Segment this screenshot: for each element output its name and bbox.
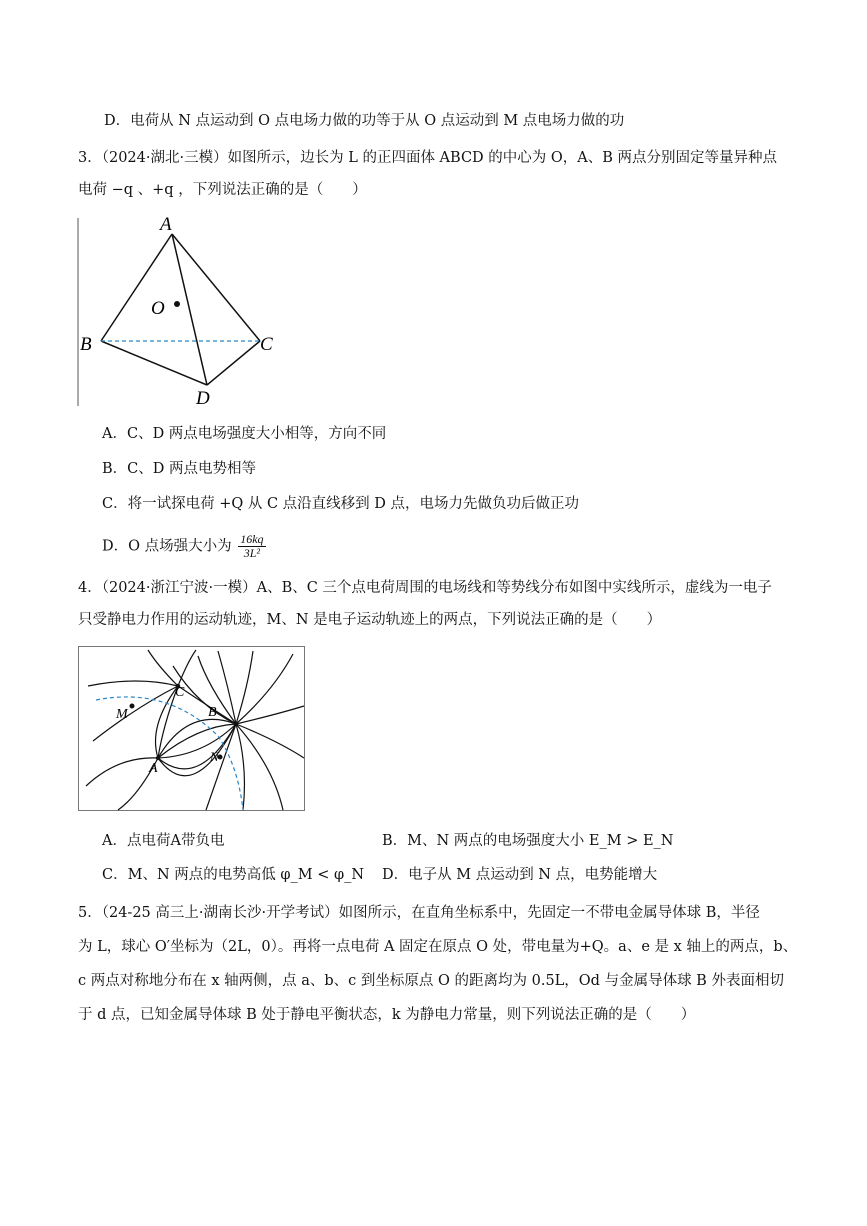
q4-stem-line1: 4．（2024·浙江宁波·一模）A、B、C 三个点电荷周围的电场线和等势线分布如图中实线所示，虚线为一电子 xyxy=(78,580,772,596)
q3-option-d-prefix: D．O 点场强大小为 xyxy=(102,538,232,555)
q4-label-m: M xyxy=(116,707,128,722)
q3-option-d-denominator: 3L² xyxy=(243,546,261,560)
q3-option-d xyxy=(102,533,266,560)
q5-line3: c 两点对称地分布在 x 轴两侧，点 a、b、c 到坐标原点 O 的距离均为 0.5L，Od 与金属导体球 B 外表面相切 xyxy=(78,973,784,989)
q3-stem-line2: 电荷 −q 、+q ，下列说法正确的是（ ） xyxy=(78,182,367,198)
q4-label-a: A xyxy=(149,761,158,776)
q3-option-b: B．C、D 两点电势相等 xyxy=(102,461,256,477)
q3-label-a: A xyxy=(160,214,172,235)
q4-label-n: N xyxy=(210,749,219,764)
q4-label-c: C xyxy=(175,685,185,700)
q4-option-b: B．M、N 两点的电场强度大小 E_M > E_N xyxy=(382,833,674,849)
q3-option-d-fraction xyxy=(238,533,265,560)
q4-option-a: A．点电荷A带负电 xyxy=(102,833,225,849)
q5-line1: 5．（24-25 高三上·湖南长沙·开学考试）如图所示，在直角坐标系中，先固定一不带电金属导体球 B，半径 xyxy=(78,905,760,921)
q3-option-c: C．将一试探电荷 +Q 从 C 点沿直线移到 D 点，电场力先做负功后做正功 xyxy=(102,496,580,512)
q4-field-lines-figure xyxy=(78,646,306,812)
q3-tetrahedron-figure xyxy=(76,214,286,410)
q3-stem-line1: 3．（2024·湖北·三模）如图所示，边长为 L 的正四面体 ABCD 的中心为 O，A、B 两点分别固定等量异种点 xyxy=(78,150,778,166)
q5-line2: 为 L，球心 O′坐标为（2L，0）。再将一点电荷 A 固定在原点 O 处，带电量为+Q。a、e 是 x 轴上的两点，b、 xyxy=(78,939,798,955)
q3-label-c: C xyxy=(260,334,273,355)
q3-option-a: A．C、D 两点电场强度大小相等，方向不同 xyxy=(102,426,387,442)
q3-label-b: B xyxy=(80,334,92,355)
q3-option-d-numerator: 16kq xyxy=(240,532,264,546)
q4-option-c: C．M、N 两点的电势高低 φ_M < φ_N xyxy=(102,867,365,883)
q4-option-d: D．电子从 M 点运动到 N 点，电势能增大 xyxy=(382,867,658,883)
q3-label-o: O xyxy=(151,298,165,319)
q2-option-d: D．电荷从 N 点运动到 O 点电场力做的功等于从 O 点运动到 M 点电场力做的功 xyxy=(104,113,625,129)
q3-label-d: D xyxy=(196,388,210,409)
q5-line4: 于 d 点，已知金属导体球 B 处于静电平衡状态，k 为静电力常量，则下列说法正确的是（ ） xyxy=(78,1007,696,1023)
q4-stem-line2: 只受静电力作用的运动轨迹，M、N 是电子运动轨迹上的两点，下列说法正确的是（ ） xyxy=(78,612,662,628)
q4-label-b: B xyxy=(208,705,217,720)
